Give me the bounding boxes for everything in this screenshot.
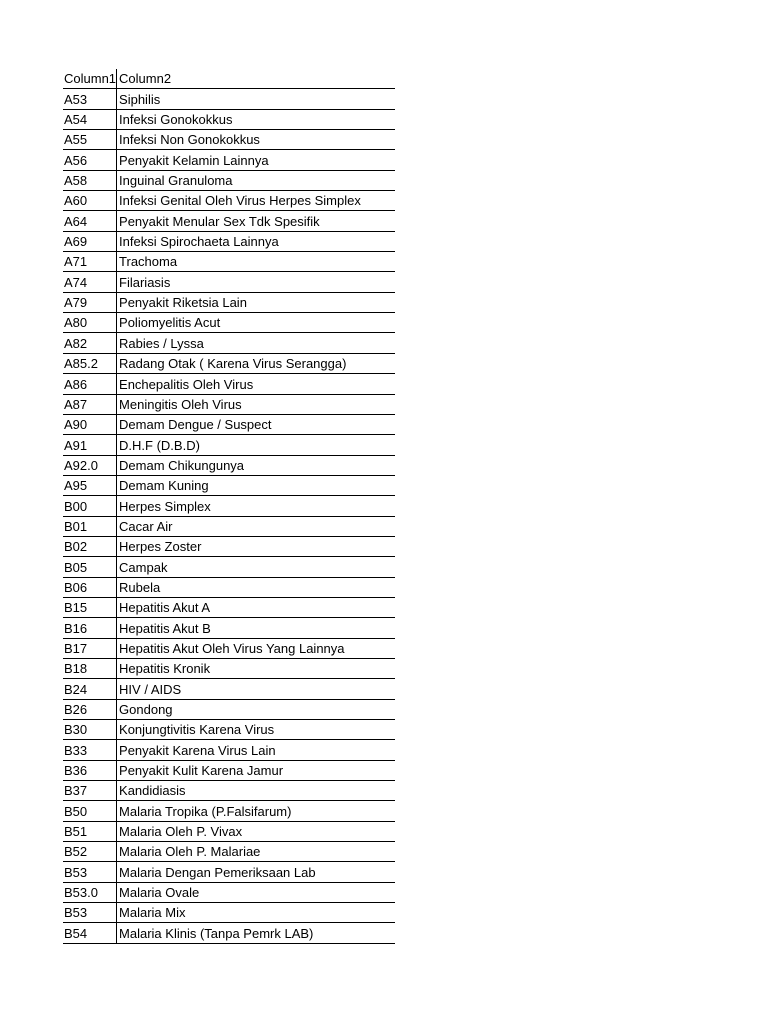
disease-name-cell[interactable]: Konjungtivitis Karena Virus: [117, 720, 396, 740]
code-cell[interactable]: A55: [63, 130, 117, 150]
code-cell[interactable]: A74: [63, 272, 117, 292]
table-row: [63, 353, 395, 373]
table-row: [63, 231, 395, 251]
code-cell[interactable]: B33: [63, 740, 117, 760]
code-cell[interactable]: B53: [63, 903, 117, 923]
table-row: [63, 475, 395, 495]
code-cell[interactable]: B53.0: [63, 882, 117, 902]
table-row: [63, 211, 395, 231]
table-row: [63, 821, 395, 841]
table-row: [63, 862, 395, 882]
disease-name-cell[interactable]: Hepatitis Akut B: [117, 618, 396, 638]
table-row: [63, 923, 395, 943]
code-cell[interactable]: B26: [63, 699, 117, 719]
disease-name-cell[interactable]: Campak: [117, 557, 396, 577]
table-row: [63, 435, 395, 455]
code-cell[interactable]: A80: [63, 313, 117, 333]
disease-name-cell[interactable]: HIV / AIDS: [117, 679, 396, 699]
code-cell[interactable]: B51: [63, 821, 117, 841]
table-row: [63, 150, 395, 170]
code-cell[interactable]: A87: [63, 394, 117, 414]
disease-name-cell[interactable]: Demam Kuning: [117, 475, 396, 495]
spreadsheet-area: [63, 69, 395, 944]
disease-name-cell[interactable]: Hepatitis Kronik: [117, 658, 396, 678]
disease-name-cell[interactable]: Kandidiasis: [117, 781, 396, 801]
code-cell[interactable]: B06: [63, 577, 117, 597]
disease-name-cell[interactable]: Malaria Klinis (Tanpa Pemrk LAB): [117, 923, 396, 943]
disease-name-cell[interactable]: D.H.F (D.B.D): [117, 435, 396, 455]
code-cell[interactable]: B30: [63, 720, 117, 740]
disease-name-cell[interactable]: Gondong: [117, 699, 396, 719]
table-row: [63, 374, 395, 394]
disease-name-cell[interactable]: Malaria Tropika (P.Falsifarum): [117, 801, 396, 821]
code-cell[interactable]: B15: [63, 597, 117, 617]
code-cell[interactable]: B17: [63, 638, 117, 658]
table-row: [63, 760, 395, 780]
disease-name-cell[interactable]: Infeksi Gonokokkus: [117, 109, 396, 129]
table-row: [63, 638, 395, 658]
disease-name-cell[interactable]: Poliomyelitis Acut: [117, 313, 396, 333]
code-cell[interactable]: A64: [63, 211, 117, 231]
table-row: [63, 882, 395, 902]
table-row: [63, 191, 395, 211]
disease-name-cell[interactable]: Penyakit Menular Sex Tdk Spesifik: [117, 211, 396, 231]
disease-name-cell[interactable]: Penyakit Kulit Karena Jamur: [117, 760, 396, 780]
disease-name-cell[interactable]: Meningitis Oleh Virus: [117, 394, 396, 414]
table-row: [63, 801, 395, 821]
disease-name-cell[interactable]: Infeksi Non Gonokokkus: [117, 130, 396, 150]
disease-name-cell[interactable]: Hepatitis Akut Oleh Virus Yang Lainnya: [117, 638, 396, 658]
code-cell[interactable]: A95: [63, 475, 117, 495]
table-body: [63, 89, 395, 943]
disease-name-cell[interactable]: Radang Otak ( Karena Virus Serangga): [117, 353, 396, 373]
code-cell[interactable]: B53: [63, 862, 117, 882]
code-cell[interactable]: A56: [63, 150, 117, 170]
table-row: [63, 699, 395, 719]
code-cell[interactable]: A71: [63, 252, 117, 272]
disease-name-cell[interactable]: Herpes Simplex: [117, 496, 396, 516]
disease-name-cell[interactable]: Malaria Oleh P. Vivax: [117, 821, 396, 841]
disease-name-cell[interactable]: Inguinal Granuloma: [117, 170, 396, 190]
table-row: [63, 252, 395, 272]
code-cell[interactable]: A79: [63, 292, 117, 312]
code-cell[interactable]: B54: [63, 923, 117, 943]
table-row: [63, 272, 395, 292]
table-row: [63, 679, 395, 699]
code-cell[interactable]: A53: [63, 89, 117, 109]
column2-header[interactable]: Column2: [117, 69, 396, 89]
table-row: [63, 658, 395, 678]
disease-name-cell[interactable]: Trachoma: [117, 252, 396, 272]
disease-name-cell[interactable]: Enchepalitis Oleh Virus: [117, 374, 396, 394]
table-row: [63, 557, 395, 577]
disease-name-cell[interactable]: Rubela: [117, 577, 396, 597]
table-row: [63, 170, 395, 190]
disease-name-cell[interactable]: Infeksi Genital Oleh Virus Herpes Simplex: [117, 191, 396, 211]
table-row: [63, 536, 395, 556]
table-row: [63, 496, 395, 516]
column1-header[interactable]: Column1: [63, 69, 117, 89]
code-cell[interactable]: A85.2: [63, 353, 117, 373]
disease-name-cell[interactable]: Demam Dengue / Suspect: [117, 414, 396, 434]
code-cell[interactable]: A58: [63, 170, 117, 190]
table-row: [63, 903, 395, 923]
code-cell[interactable]: B52: [63, 842, 117, 862]
disease-name-cell[interactable]: Herpes Zoster: [117, 536, 396, 556]
table-row: [63, 740, 395, 760]
code-cell[interactable]: B02: [63, 536, 117, 556]
code-cell[interactable]: A60: [63, 191, 117, 211]
disease-name-cell[interactable]: Filariasis: [117, 272, 396, 292]
disease-name-cell[interactable]: Siphilis: [117, 89, 396, 109]
disease-name-cell[interactable]: Demam Chikungunya: [117, 455, 396, 475]
table-row: [63, 109, 395, 129]
disease-name-cell[interactable]: Rabies / Lyssa: [117, 333, 396, 353]
disease-name-cell[interactable]: Penyakit Karena Virus Lain: [117, 740, 396, 760]
disease-name-cell[interactable]: Malaria Dengan Pemeriksaan Lab: [117, 862, 396, 882]
code-cell[interactable]: A92.0: [63, 455, 117, 475]
table-row: [63, 455, 395, 475]
table-row: [63, 577, 395, 597]
disease-name-cell[interactable]: Penyakit Kelamin Lainnya: [117, 150, 396, 170]
code-cell[interactable]: B50: [63, 801, 117, 821]
table-row: [63, 313, 395, 333]
table-row: [63, 781, 395, 801]
table-row: [63, 618, 395, 638]
table-row: [63, 292, 395, 312]
disease-name-cell[interactable]: Penyakit Riketsia Lain: [117, 292, 396, 312]
table-row: [63, 89, 395, 109]
disease-name-cell[interactable]: Cacar Air: [117, 516, 396, 536]
code-cell[interactable]: A54: [63, 109, 117, 129]
code-cell[interactable]: B16: [63, 618, 117, 638]
disease-name-cell[interactable]: Malaria Mix: [117, 903, 396, 923]
disease-code-table: [63, 69, 395, 944]
disease-name-cell[interactable]: Malaria Oleh P. Malariae: [117, 842, 396, 862]
disease-name-cell[interactable]: Infeksi Spirochaeta Lainnya: [117, 231, 396, 251]
code-cell[interactable]: A90: [63, 414, 117, 434]
code-cell[interactable]: B24: [63, 679, 117, 699]
table-row: [63, 130, 395, 150]
table-row: [63, 597, 395, 617]
table-row: [63, 333, 395, 353]
code-cell[interactable]: A86: [63, 374, 117, 394]
code-cell[interactable]: A69: [63, 231, 117, 251]
code-cell[interactable]: B36: [63, 760, 117, 780]
code-cell[interactable]: A82: [63, 333, 117, 353]
code-cell[interactable]: B05: [63, 557, 117, 577]
code-cell[interactable]: B01: [63, 516, 117, 536]
disease-name-cell[interactable]: Hepatitis Akut A: [117, 597, 396, 617]
disease-name-cell[interactable]: Malaria Ovale: [117, 882, 396, 902]
code-cell[interactable]: B37: [63, 781, 117, 801]
header-row: [63, 69, 395, 89]
table-row: [63, 394, 395, 414]
table-row: [63, 414, 395, 434]
table-row: [63, 516, 395, 536]
table-row: [63, 842, 395, 862]
code-cell[interactable]: A91: [63, 435, 117, 455]
code-cell[interactable]: B18: [63, 658, 117, 678]
code-cell[interactable]: B00: [63, 496, 117, 516]
table-row: [63, 720, 395, 740]
